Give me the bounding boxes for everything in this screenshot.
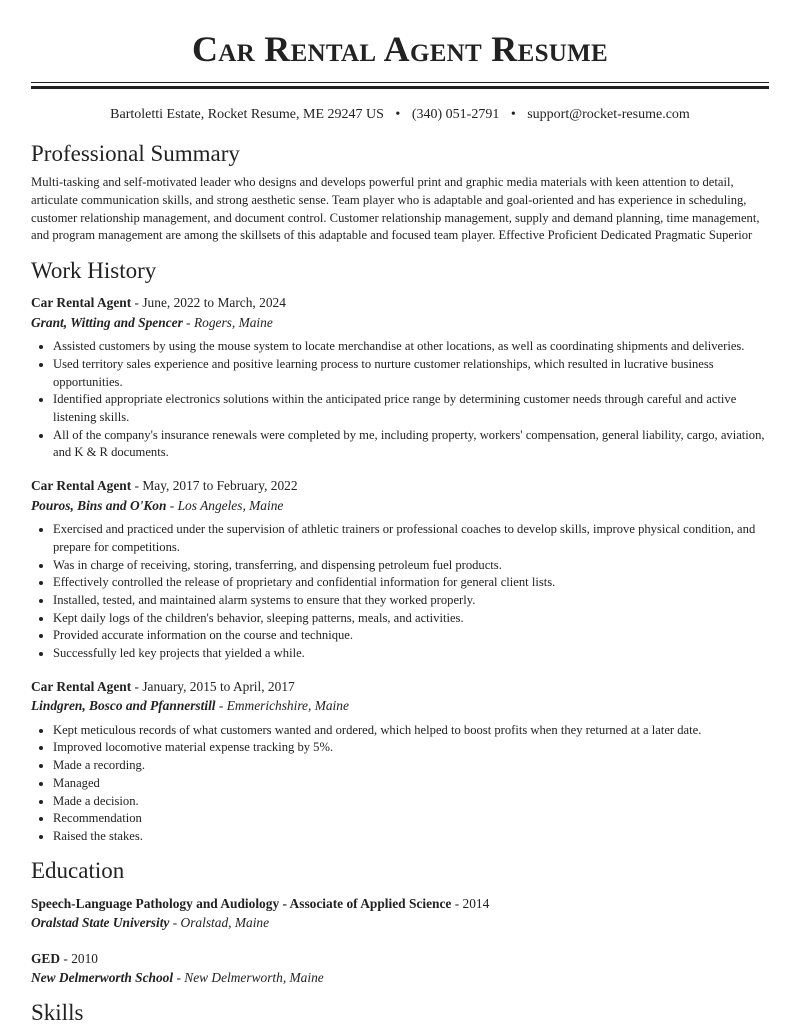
list-item: • Provided accurate information on the course and technique. — [53, 627, 769, 645]
title-divider-thick — [31, 86, 769, 89]
job-bullets — [31, 722, 769, 846]
dash: - — [131, 678, 143, 694]
school-name: New Delmerworth School — [31, 970, 174, 986]
list-item: • Identified appropriate electronics solutions within the anticipated price range by determining customer needs through careful and active listening skills. — [53, 391, 769, 426]
job-entry — [31, 293, 769, 462]
job-dates: June, 2022 to March, 2024 — [142, 295, 286, 311]
degree: GED — [31, 950, 61, 966]
work-history-section — [31, 256, 769, 845]
job-entry — [31, 677, 769, 846]
dash: - — [173, 970, 185, 986]
dash: - — [215, 698, 227, 714]
dash: - — [131, 295, 143, 311]
dash: - — [60, 950, 72, 966]
degree-line — [31, 894, 769, 914]
job-company: Grant, Witting and Spencer — [31, 314, 183, 330]
section-heading: Skills — [31, 999, 84, 1025]
education-section — [31, 856, 769, 988]
contact-line — [31, 105, 769, 125]
school-location: Oralstad, Maine — [180, 915, 270, 931]
job-title: Car Rental Agent — [31, 295, 132, 311]
title-divider-thin — [31, 82, 769, 83]
job-company-line — [31, 313, 769, 333]
degree: Speech-Language Pathology and Audiology - Associate of Applied Science — [31, 895, 452, 911]
section-heading: Work History — [31, 258, 157, 284]
dash: - — [451, 895, 463, 911]
degree-line — [31, 949, 769, 969]
list-item: • Effectively controlled the release of proprietary and confidential information for general client lists. — [53, 574, 769, 592]
list-item: • Assisted customers by using the mouse system to locate merchandise at other locations, as well as coordinating shipments and deliveries. — [53, 338, 769, 356]
list-item: • All of the company's insurance renewals were completed by me, including property, workers' compensation, general liability, cargo, aviation, and K & R documents. — [53, 427, 769, 462]
contact-address: Bartoletti Estate, Rocket Resume, ME 29247 US — [110, 107, 384, 122]
list-item: • Was in charge of receiving, storing, transferring, and dispensing petroleum fuel products. — [53, 557, 769, 575]
job-location: Emmerichshire, Maine — [226, 698, 349, 714]
education-entry — [31, 949, 769, 988]
bullet-separator-icon: • — [510, 107, 516, 122]
list-item: • Recommendation — [53, 810, 769, 828]
list-item: • Successfully led key projects that yielded a while. — [53, 645, 769, 663]
job-company-line — [31, 496, 769, 516]
dash: - — [169, 915, 181, 931]
list-item: • Used territory sales experience and positive learning process to nurture customer relationships, which resulted in lucrative business opportunities. — [53, 356, 769, 391]
list-item: • Raised the stakes. — [53, 828, 769, 846]
job-company-line — [31, 696, 769, 716]
dash: - — [166, 497, 178, 513]
contact-phone: (340) 051-2791 — [411, 107, 500, 122]
list-item: • Kept meticulous records of what customers wanted and ordered, which helped to boost profits when they returned at a later date. — [53, 722, 769, 740]
job-company: Pouros, Bins and O'Kon — [31, 497, 167, 513]
list-item: • Managed — [53, 775, 769, 793]
school-line — [31, 913, 769, 933]
bullet-separator-icon: • — [395, 107, 401, 122]
job-bullets — [31, 521, 769, 663]
list-item: • Made a decision. — [53, 793, 769, 811]
skills-section — [31, 998, 769, 1028]
dash: - — [182, 314, 194, 330]
job-title-line — [31, 293, 769, 313]
education-entry — [31, 894, 769, 933]
job-title-line — [31, 476, 769, 496]
job-title-line — [31, 677, 769, 697]
list-item: • Improved locomotive material expense tracking by 5%. — [53, 739, 769, 757]
job-dates: January, 2015 to April, 2017 — [142, 678, 295, 694]
list-item: • Made a recording. — [53, 757, 769, 775]
job-dates: May, 2017 to February, 2022 — [142, 478, 298, 494]
job-location: Los Angeles, Maine — [177, 497, 284, 513]
job-title: Car Rental Agent — [31, 678, 132, 694]
list-item: • Installed, tested, and maintained alarm systems to ensure that they worked properly. — [53, 592, 769, 610]
resume-title: Car Rental Agent Resume — [191, 29, 609, 69]
professional-summary-section — [31, 139, 769, 245]
job-title: Car Rental Agent — [31, 478, 132, 494]
school-name: Oralstad State University — [31, 915, 170, 931]
job-bullets — [31, 338, 769, 462]
school-line — [31, 968, 769, 988]
list-item: • Kept daily logs of the children's behavior, sleeping patterns, meals, and activities. — [53, 610, 769, 628]
dash: - — [131, 478, 143, 494]
degree-year: 2010 — [71, 950, 98, 966]
school-location: New Delmerworth, Maine — [184, 970, 324, 986]
job-company: Lindgren, Bosco and Pfannerstill — [31, 698, 216, 714]
contact-email[interactable]: support@rocket-resume.com — [527, 107, 690, 122]
job-location: Rogers, Maine — [193, 314, 273, 330]
summary-text: Multi-tasking and self-motivated leader who designs and develops powerful print and graphic media materials with keen attention to detail, articulate communication skills, and strong aesthetic sense. Team player who is adaptable and goal-oriented and has experience in scheduling, customer relationship management, and document control. Customer relationship management, supply and demand planning, time management, and program management are among the skillsets of this adaptable and focused team player. Effective Proficient Dedicated Pragmatic Superior — [31, 175, 760, 243]
job-entry — [31, 476, 769, 663]
section-heading: Education — [31, 857, 125, 883]
section-heading: Professional Summary — [31, 141, 240, 166]
list-item: • Exercised and practiced under the supervision of athletic trainers or professional coaches to develop skills, improve physical condition, and prepare for competitions. — [53, 521, 769, 556]
degree-year: 2014 — [462, 895, 490, 911]
